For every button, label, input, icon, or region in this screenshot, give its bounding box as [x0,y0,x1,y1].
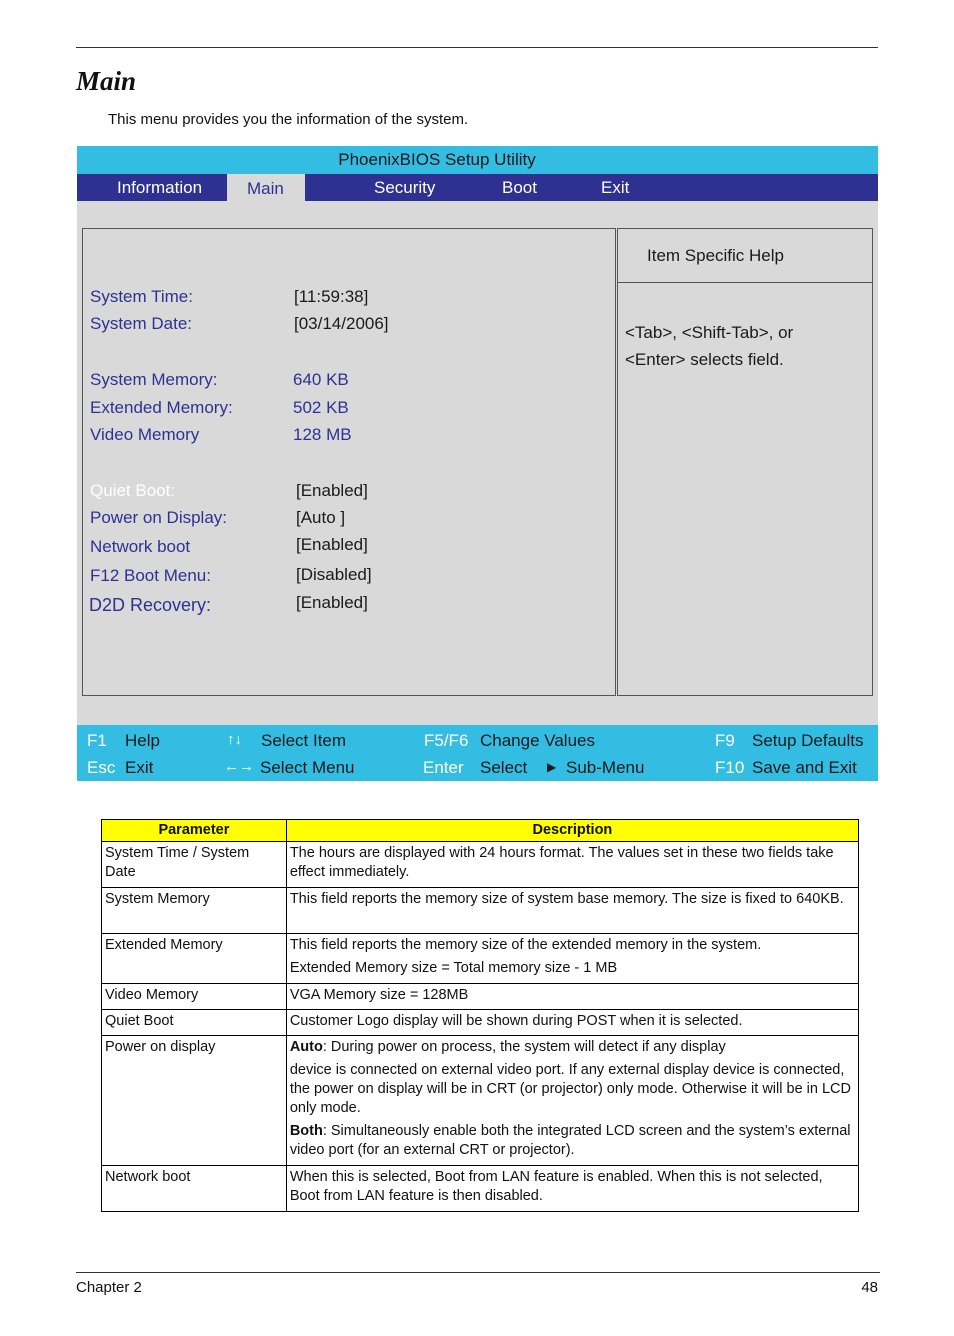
key-f9: F9 [715,731,735,750]
label-extended-memory: Extended Memory: [90,398,233,417]
auto-text: : During power on process, the system will detect if any display [322,1039,726,1055]
desc-line: Extended Memory size = Total memory size - 1 MB [289,960,618,976]
label-d2d-recovery: D2D Recovery: [89,595,212,615]
desc-cell: VGA Memory size = 128MB [286,984,858,1010]
desc-cell: When this is selected, Boot from LAN feature is enabled. When this is not selected, Boot from LAN feature is then disabled. [286,1166,858,1212]
value-d2d-recovery[interactable]: [Enabled] [296,593,368,612]
value-f12-boot-menu[interactable]: [Disabled] [296,565,372,584]
param-cell: Power on display [102,1036,287,1166]
menu-main-label: Main [247,179,284,198]
label-power-on-display: Power on Display: [90,508,228,527]
label-network-boot: Network boot [90,537,191,556]
arrow-leftright-icon: ←→ [224,758,254,775]
key-enter: Enter [423,758,464,777]
value-network-boot[interactable]: [Enabled] [296,535,368,554]
bios-key-legend [77,725,878,781]
table-row [102,842,859,888]
both-text: : Simultaneously enable both the integrated LCD screen and the system’s external video port (for an external CRT or projector). [289,1123,851,1158]
key-leftright-desc: Select Menu [260,758,355,777]
submenu-arrow-icon: ▶ [547,760,557,774]
param-cell: Video Memory [102,984,287,1010]
label-system-date: System Date: [90,314,193,333]
value-video-memory: 128 MB [293,425,352,444]
label-video-memory: Video Memory [90,425,200,444]
table-row [102,1036,859,1166]
key-f9-desc: Setup Defaults [752,731,864,750]
desc-line [290,1038,855,1057]
desc-cell: This field reports the memory size of system base memory. The size is fixed to 640KB. [286,888,858,934]
key-f10: F10 [715,758,745,777]
key-esc: Esc [87,758,116,777]
value-power-on-display[interactable]: [Auto ] [296,508,346,527]
value-system-memory: 640 KB [293,370,349,389]
top-rule [76,47,878,48]
help-title: Item Specific Help [647,246,784,265]
table-header-row [102,820,859,842]
menu-main[interactable] [227,174,305,202]
desc-cell [286,1036,858,1166]
desc-cell: The hours are displayed with 24 hours format. The values set in these two fields take effect immediately. [286,842,858,888]
desc-cell [286,934,858,984]
label-f12-boot-menu: F12 Boot Menu: [90,566,211,585]
key-submenu-desc: Sub-Menu [566,758,645,777]
menu-security[interactable]: Security [374,178,436,197]
value-system-date[interactable]: [03/14/2006] [294,314,389,333]
footer-chapter: Chapter 2 [76,1279,142,1296]
menu-exit[interactable]: Exit [601,178,630,197]
label-quiet-boot: Quiet Boot: [90,481,176,500]
key-updown-desc: Select Item [261,731,347,750]
key-f1: F1 [87,731,107,750]
settings-panel [82,228,616,696]
table-row [102,934,859,984]
help-line-2: <Enter> selects field. [625,350,784,369]
value-quiet-boot[interactable]: [Enabled] [296,481,368,500]
value-extended-memory: 502 KB [293,398,349,417]
table-row [102,1166,859,1212]
bios-menu-bar [77,174,878,201]
footer-page-number: 48 [861,1279,878,1296]
key-f1-desc: Help [125,731,160,750]
param-cell: Quiet Boot [102,1010,287,1036]
param-cell: Network boot [102,1166,287,1212]
key-f10-desc: Save and Exit [752,758,857,777]
key-enter-desc: Select [480,758,528,777]
desc-line [290,1122,855,1160]
header-parameter: Parameter [102,820,287,842]
help-divider [618,282,872,283]
param-cell: System Memory [102,888,287,934]
bios-title: PhoenixBIOS Setup Utility [338,150,536,169]
table-row [102,1010,859,1036]
bios-title-bar [77,146,878,174]
key-f5f6: F5/F6 [424,731,469,750]
header-description: Description [286,820,858,842]
menu-boot[interactable]: Boot [502,178,537,197]
value-system-time[interactable]: [11:59:38] [294,287,369,306]
param-cell: System Time / System Date [102,842,287,888]
key-f5f6-desc: Change Values [480,731,595,750]
desc-line: device is connected on external video port. If any external display device is connected, the power on display will be in CRT (or projector) only mode. Otherwise it will be in LCD only mode. [289,1062,851,1116]
parameter-table [101,819,859,1212]
table-row [102,888,859,934]
desc-cell: Customer Logo display will be shown during POST when it is selected. [286,1010,858,1036]
menu-information[interactable]: Information [117,178,203,197]
label-system-memory: System Memory: [90,370,218,389]
page-title: Main [76,66,137,96]
bios-screen [77,146,878,781]
help-panel [617,228,873,696]
table-row [102,984,859,1010]
auto-keyword: Auto [289,1039,323,1055]
key-esc-desc: Exit [125,758,154,777]
label-system-time: System Time: [90,287,193,306]
arrow-updown-icon: ↑↓ [227,731,242,748]
desc-line: This field reports the memory size of the extended memory in the system. [289,937,762,953]
param-cell: Extended Memory [102,934,287,984]
bottom-rule [76,1272,880,1273]
intro-text: This menu provides you the information of the system. [108,111,469,128]
help-line-1: <Tab>, <Shift-Tab>, or [625,323,794,342]
both-keyword: Both [289,1123,323,1139]
